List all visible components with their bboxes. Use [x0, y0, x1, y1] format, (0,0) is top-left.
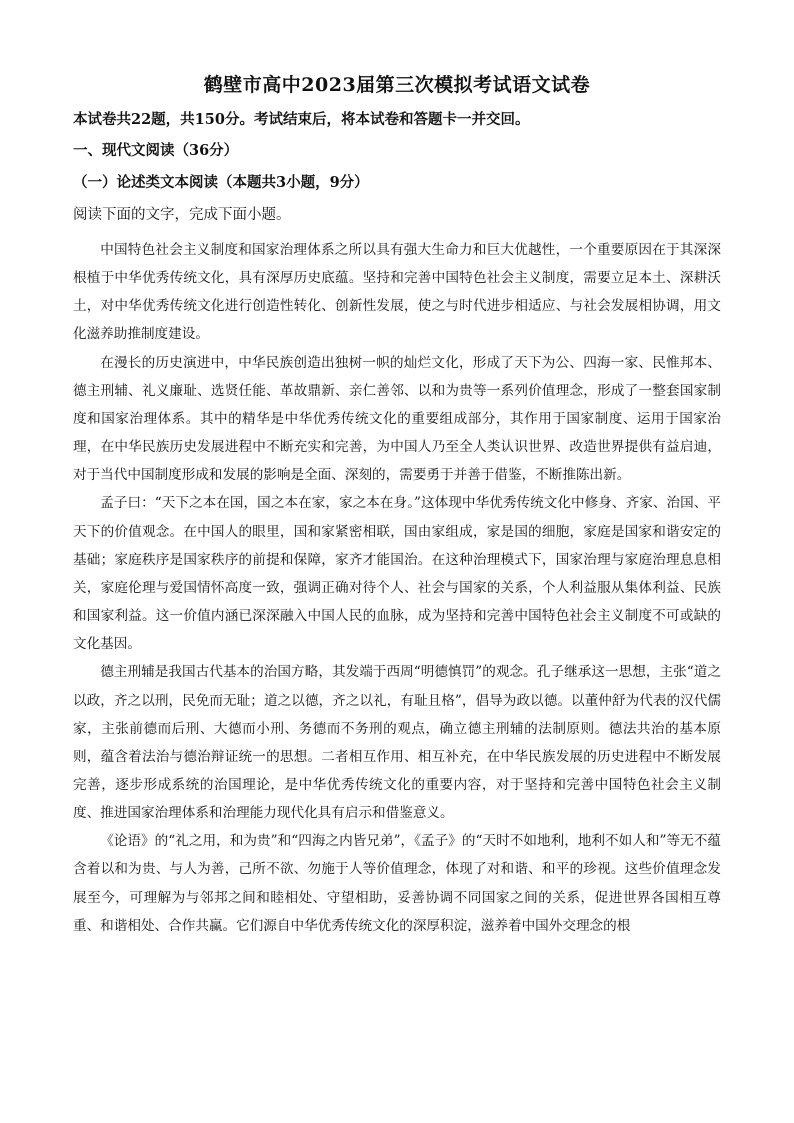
passage-paragraph: 在漫长的历史演进中，中华民族创造出独树一帜的灿烂文化，形成了天下为公、四海一家、民惟邦本、德主刑辅、礼义廉耻、选贤任能、革故鼎新、亲仁善邻、以和为贵等一系列价值理念，形成了一整套国家制度和国家治理体系。其中的精华是中华优秀传统文化的重要组成部分，其作用于国家制度、运用于国家治理，在中华民族历史发展进程中不断充实和完善，为中国人乃至全人类认识世界、改造世界提供有益启迪，对于当代中国制度形成和发展的影响是全面、深刻的，需要勇于并善于借鉴，不断推陈出新。: [73, 354, 721, 484]
passage: [73, 236, 721, 940]
exam-title: 鹤壁市高中2023届第三次模拟考试语文试卷: [203, 74, 591, 96]
subsection-heading: （一）论述类文本阅读（本题共3小题，9分）: [73, 174, 369, 191]
section-heading: 一、现代文阅读（36分）: [73, 142, 239, 159]
passage-paragraph: 《论语》的“礼之用，和为贵”和“四海之内皆兄弟”，《孟子》的“天时不如地利，地利不如人和”等无不蕴含着以和为贵、与人为善，己所不欲、勿施于人等价值理念，体现了对和谐、和平的珍视。这些价值理念发展至今，可理解为与邻邦之间和睦相处、守望相助，妥善协调不同国家之间的关系，促进世界各国相互尊重、和谐相处、合作共赢。它们源自中华优秀传统文化的深厚积淀，滋养着中国外交理念的根: [73, 833, 721, 934]
passage-paragraph: 中国特色社会主义制度和国家治理体系之所以具有强大生命力和巨大优越性，一个重要原因在于其深深根植于中华优秀传统文化，具有深厚历史底蕴。坚持和完善中国特色社会主义制度，需要立足本土、深耕沃土，对中华优秀传统文化进行创造性转化、创新性发展，使之与时代进步相适应、与社会发展相协调，用文化滋养助推制度建设。: [73, 242, 721, 343]
passage-paragraph: 德主刑辅是我国古代基本的治国方略，其发端于西周“明德慎罚”的观念。孔子继承这一思想，主张“道之以政，齐之以刑，民免而无耻；道之以德，齐之以礼，有耻且格”，倡导为政以德。以董仲舒为代表的汉代儒家，主张前德而后刑、大德而小刑、务德而不务刑的观点，确立德主刑辅的法制原则。德法共治的基本原则，蕴含着法治与德治辩证统一的思想。二者相互作用、相互补充，在中华民族发展的历史进程中不断发展完善，逐步形成系统的治国理论，是中华优秀传统文化的重要内容，对于坚持和完善中国特色社会主义制度、推进国家治理体系和治理能力现代化具有启示和借鉴意义。: [73, 664, 721, 822]
exam-intro: 本试卷共22题，共150分。考试结束后，将本试卷和答题卡一并交回。: [73, 111, 530, 128]
passage-paragraph: 孟子曰：“天下之本在国，国之本在家，家之本在身。”这体现中华优秀传统文化中修身、齐家、治国、平天下的价值观念。在中国人的眼里，国和家紧密相联，国由家组成，家是国的细胞，家庭是国家和谐安定的基础；家庭秩序是国家秩序的前提和保障，家齐才能国治。在这种治理模式下，国家治理与家庭治理息息相关，家庭伦理与爱国情怀高度一致，强调正确对待个人、社会与国家的关系，个人利益服从集体利益、民族和国家利益。这一价值内涵已深深融入中国人民的血脉，成为坚持和完善中国特色社会主义制度不可或缺的文化基因。: [73, 495, 721, 653]
reading-instruction: 阅读下面的文字，完成下面小题。: [73, 207, 291, 223]
